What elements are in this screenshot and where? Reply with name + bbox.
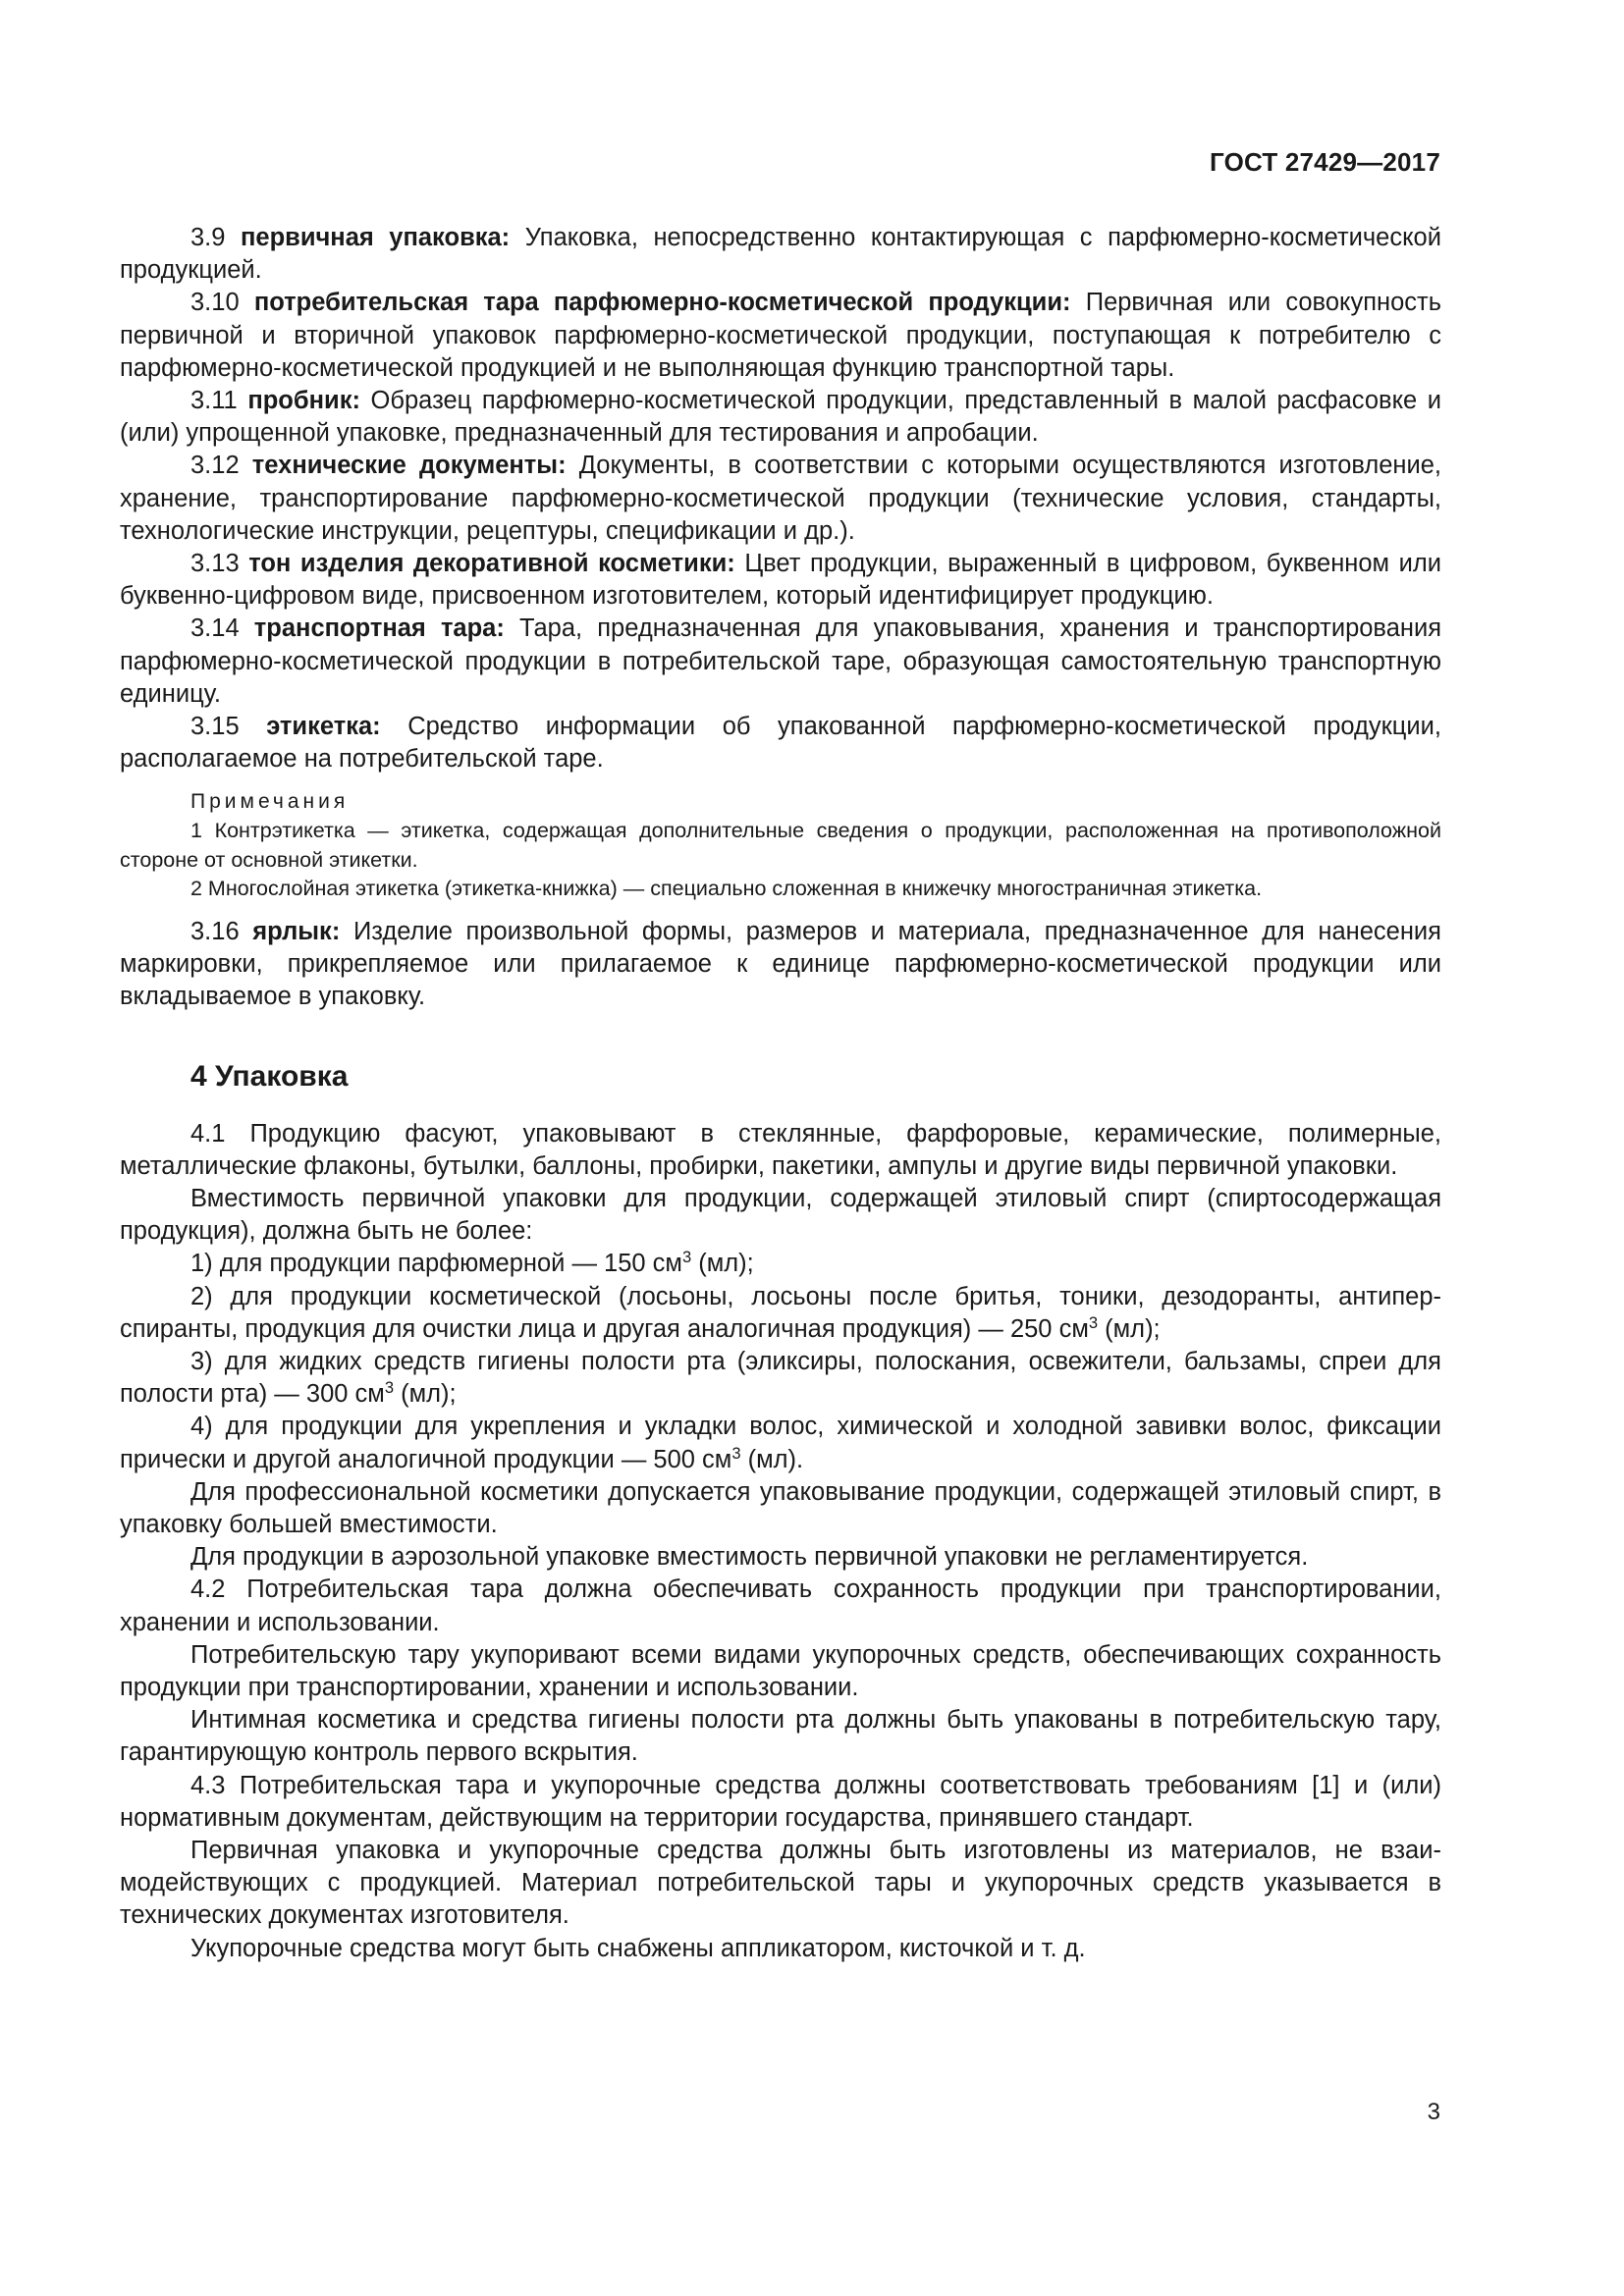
list-item-3 [120, 1346, 1441, 1411]
definition-term: транспортная тара: [253, 614, 505, 643]
list-item-text: 2) для продукции косметической (лосьоны, лосьоны после бритья, тоники, дезодоранты, антиперспиранты, продукция для очистки лица и другая аналогичная продукция) — 250 см [120, 1282, 1441, 1343]
page-number: 3 [1427, 2099, 1440, 2125]
definition-3-16 [120, 916, 1441, 1014]
definition-term: первичная упаковка: [240, 224, 511, 251]
definition-term: пробник: [247, 387, 360, 415]
paragraph: Вместимость первичной упаковки для продукции, содержащей этиловый спирт (спиртосодержащая продукция), должна быть не более: [120, 1184, 1441, 1246]
superscript: 3 [1088, 1312, 1099, 1332]
definition-term: этикетка: [266, 713, 381, 741]
definition-number: 3.15 [190, 713, 240, 741]
list-item-text: 4) для продукции для укрепления и укладки волос, химической и холодной завивки волос, фиксации прически и другой аналогичной продукции — 500 см [120, 1413, 1441, 1473]
definition-number: 3.16 [190, 917, 240, 945]
paragraph-4-1: 4.1 Продукцию фасуют, упаковывают в стеклянные, фарфоровые, керамические, полимерные, металлические флаконы, бутылки, баллоны, пробирки, пакетики, ампулы и другие виды первичной упаковки. [120, 1119, 1441, 1180]
list-item-4 [120, 1411, 1441, 1475]
superscript: 3 [681, 1248, 692, 1267]
list-item-unit: (мл); [394, 1380, 457, 1409]
notes-title: Примечания [190, 790, 350, 814]
definition-number: 3.9 [190, 224, 226, 251]
page-content [120, 222, 1441, 1965]
superscript: 3 [731, 1443, 741, 1463]
paragraph: Первичная упаковка и укупорочные средства должны быть изготовлены из материалов, не взаимодействующих с продукцией. Материал потребительской тары и укупорочных средств указывается в технических документах изготовителя. [120, 1837, 1441, 1930]
definition-text: Тара, предназначенная для упаковывания, хранения и транспортирования парфюмерно-косметической продукции в потребительской таре, образующая самостоятельную транспортную единицу. [120, 614, 1442, 708]
definition-number: 3.13 [190, 550, 240, 578]
paragraph: Интимная косметика и средства гигиены полости рта должны быть упакованы в потребительскую тару, гарантирующую контроль первого вскрытия. [120, 1706, 1441, 1767]
definition-term: технические документы: [251, 452, 567, 480]
definition-term: тон изделия декоративной косметики: [248, 550, 735, 578]
list-item-1 [120, 1248, 1441, 1280]
definition-number: 3.11 [190, 387, 238, 415]
superscript: 3 [384, 1378, 395, 1398]
definition-text: Документы, в соответствии с которыми осуществляются изготовление, хранение, транспортирование парфюмерно-косметической продукции (технические условия, стандарты, технологические инструкции, рецептуры, спецификации и др.). [120, 452, 1441, 545]
definition-3-15 [120, 711, 1441, 775]
definition-text: Изделие произвольной формы, размеров и материала, предназначенное для нанесения маркировки, прикрепляемое или прилагаемое к единице парфюмерно-косметической продукции или вкладываемое в упаковку. [120, 917, 1441, 1011]
list-item-unit: (мл); [691, 1250, 754, 1278]
note-item: 1 Контрэтикетка — этикетка, содержащая дополнительные сведения о продукции, расположенная на противоположной стороне от основной этикетки. [120, 819, 1441, 872]
paragraph-4-2: 4.2 Потребительская тара должна обеспечивать сохранность продукции при транспортировании, хранении и использовании. [120, 1575, 1441, 1636]
standard-code: ГОСТ 27429—2017 [1210, 147, 1440, 177]
definition-number: 3.14 [190, 614, 240, 643]
paragraph: Для профессиональной косметики допускается упаковывание продукции, содержащей этиловый спирт, в упаковку большей вместимости. [120, 1477, 1441, 1538]
definition-text: Образец парфюмерно-косметической продукции, представленный в малой расфасовке и (или) упрощенной упаковке, предназначенный для тестирования и апробации. [120, 387, 1442, 448]
definition-term: ярлык: [252, 917, 341, 945]
definition-3-12 [120, 450, 1441, 548]
definition-3-13 [120, 548, 1441, 613]
note-item: 2 Многослойная этикетка (этикетка-книжка) — специально сложенная в книжечку многостраничная этикетка. [190, 877, 1263, 901]
list-item-unit: (мл). [740, 1445, 804, 1473]
definition-text: Средство информации об упакованной парфюмерно-косметической продукции, располагаемое на потребительской таре. [120, 713, 1441, 774]
list-item-2 [120, 1281, 1441, 1346]
definition-number: 3.12 [190, 452, 240, 480]
list-item-text: 3) для жидких средств гигиены полости рта (эликсиры, полоскания, освежители, бальзамы, спреи для полости рта) — 300 см [120, 1347, 1441, 1409]
paragraph-4-3: 4.3 Потребительская тара и укупорочные средства должны соответствовать требованиям [1] и (или) нормативным документам, действующим на территории государства, принявшего стандарт. [120, 1771, 1441, 1832]
definition-number: 3.10 [190, 289, 240, 317]
paragraph: Потребительскую тару укупоривают всеми видами укупорочных средств, обеспечивающих сохранность продукции при транспортировании, хранении и использовании. [120, 1640, 1441, 1702]
definition-text: Упаковка, непосредственно контактирующая с парфюмерно-косметической продукцией. [120, 224, 1441, 285]
section-heading: 4 Упаковка [190, 1059, 349, 1093]
notes-block [120, 787, 1441, 904]
paragraph: Укупорочные средства могут быть снабжены аппликатором, кисточкой и т. д. [190, 1934, 1086, 1962]
definition-term: потребительская тара парфюмерно-косметической продукции: [253, 289, 1071, 317]
list-item-unit: (мл); [1098, 1314, 1161, 1343]
definition-text: Цвет продукции, выраженный в цифровом, буквенном или буквенно-цифровом виде, присвоенном изготовителем, который идентифицирует продукцию. [120, 550, 1441, 611]
definition-3-14 [120, 613, 1441, 711]
definition-3-10 [120, 287, 1441, 385]
paragraph: Для продукции в аэрозольной упаковке вместимость первичной упаковки не регламентируется. [190, 1543, 1309, 1572]
definition-text: Первичная или совокупность первичной и вторичной упаковок парфюмерно-косметической продукции, поступающая к потребителю с парфюмерно-косметической продукцией и не выполняющая функцию транспортной тары. [120, 289, 1441, 382]
list-item-text: 1) для продукции парфюмерной — 150 см [190, 1250, 682, 1278]
definition-3-9 [120, 222, 1441, 287]
definition-3-11 [120, 385, 1441, 450]
